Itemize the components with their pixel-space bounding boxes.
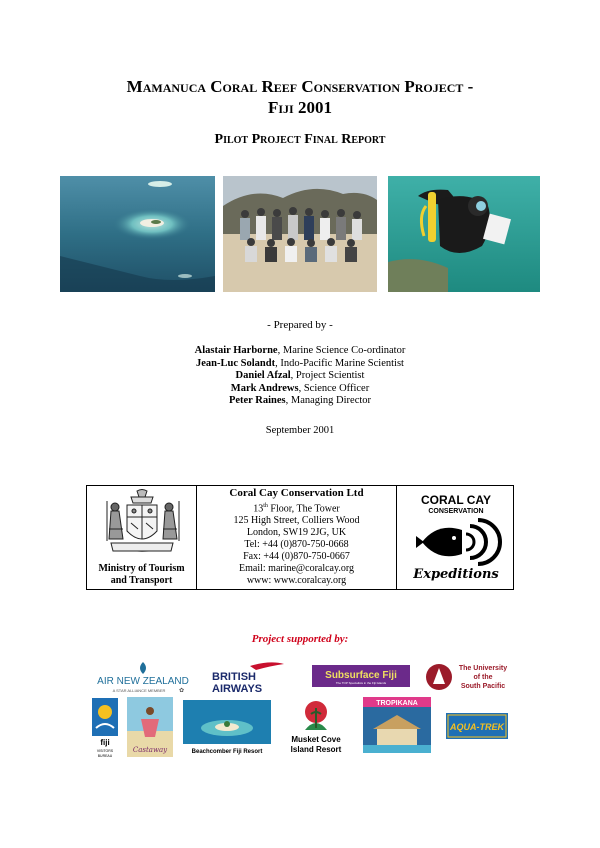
author-name: Daniel Afzal (235, 370, 291, 382)
organisation-address-1: 125 High Street, Colliers Wood (233, 515, 360, 527)
author-line (0, 395, 600, 408)
report-date: September 2001 (265, 425, 335, 436)
musket-cove-logo (285, 698, 347, 758)
photo-strip (60, 176, 540, 292)
fiji-coat-of-arms-icon (101, 489, 183, 561)
aerial-island-photo (60, 176, 215, 292)
report-title (0, 76, 600, 118)
title-line-1: Mamanuca Coral Reef Conservation Project - (126, 77, 474, 96)
ccc-logo-script: Expeditions (413, 567, 499, 582)
aqua-trek-logo (446, 713, 508, 739)
ministry-line-1: Ministry of Tourism (98, 563, 185, 574)
british-airways-line-1: BRITISH (212, 671, 256, 683)
castaway-logo (127, 697, 173, 757)
subsurface-fiji-tag: The TOP Specialists in the Fiji Islands (335, 681, 387, 685)
organisation-name: Coral Cay Conservation Ltd (229, 487, 364, 499)
author-role: , Managing Director (285, 395, 372, 407)
ccc-logo-cell (397, 486, 513, 589)
team-group-photo (223, 176, 377, 292)
organisation-email[interactable]: Email: marine@coralcay.org (239, 563, 354, 575)
ccc-logo-line-1: CORAL CAY (420, 493, 492, 507)
air-new-zealand-logo (95, 660, 191, 694)
usp-logo (425, 660, 509, 694)
air-new-zealand-tag: A STAR ALLIANCE MEMBER (112, 688, 166, 693)
author-name: Alastair Harborne (194, 345, 278, 356)
organisation-tel: Tel: +44 (0)870-750-0668 (244, 539, 349, 551)
author-line (0, 345, 600, 358)
subsurface-fiji-logo (312, 665, 410, 687)
floor-suffix: th (263, 503, 268, 509)
fiji-visitors-bureau-logo (92, 698, 118, 760)
contact-table (86, 485, 514, 590)
ministry-name (87, 563, 196, 587)
author-role: , Marine Science Co-ordinator (277, 345, 406, 356)
beachcomber-logo (183, 700, 271, 756)
beachcomber-name: Beachcomber Fiji Resort (191, 749, 263, 755)
author-name: Peter Raines (228, 395, 286, 407)
fiji-bureau-tag-1: VISITORS (96, 749, 114, 753)
british-airways-logo (210, 660, 286, 694)
organisation-fax: Fax: +44 (0)870-750-0667 (243, 551, 350, 563)
aqua-trek-name: AQUA-TREK (450, 722, 504, 732)
author-role: , Project Scientist (290, 370, 365, 382)
usp-line-1: The University (458, 665, 508, 672)
organisation-cell (197, 486, 397, 589)
ministry-cell (87, 486, 197, 589)
organisation-web[interactable]: www: www.coralcay.org (246, 575, 347, 587)
floor-rest: Floor, The Tower (267, 503, 340, 515)
supported-by-label: Project supported by: (251, 633, 349, 645)
author-line (0, 370, 600, 383)
prepared-by-label: - Prepared by - (267, 319, 333, 331)
author-name: Jean-Luc Solandt (196, 357, 276, 369)
subsurface-fiji-name: Subsurface Fiji (325, 670, 397, 681)
title-line-2: Fiji 2001 (268, 98, 332, 117)
ministry-line-2: and Transport (110, 575, 173, 586)
author-line (0, 358, 600, 371)
author-list (0, 345, 600, 408)
musket-cove-line-2: Island Resort (290, 745, 342, 754)
air-new-zealand-name: AIR NEW ZEALAND (97, 676, 189, 687)
musket-cove-line-1: Musket Cove (291, 735, 341, 744)
author-role: , Science Officer (298, 382, 370, 394)
coral-cay-logo-icon (404, 492, 508, 584)
organisation-address-2: London, SW19 2JG, UK (246, 527, 347, 539)
fiji-bureau-tag-2: BUREAU (97, 754, 113, 758)
author-name: Mark Andrews (230, 382, 299, 394)
author-line (0, 383, 600, 396)
tropikana-logo (363, 697, 431, 753)
author-role: , Indo-Pacific Marine Scientist (275, 357, 404, 369)
usp-line-3: South Pacific (460, 683, 506, 690)
report-subtitle: Pilot Project Final Report (214, 132, 386, 147)
svg-text:✿: ✿ (179, 687, 185, 694)
usp-line-2: of the (473, 674, 493, 681)
floor-number: 13 (253, 503, 264, 515)
british-airways-line-2: AIRWAYS (212, 683, 263, 694)
ccc-logo-line-2: CONSERVATION (428, 508, 484, 515)
organisation-floor (197, 500, 396, 515)
fiji-bureau-name: fiji (100, 738, 110, 747)
tropikana-name: TROPIKANA (376, 700, 418, 707)
diver-underwater-photo (388, 176, 540, 292)
castaway-name: Castaway (132, 746, 168, 754)
